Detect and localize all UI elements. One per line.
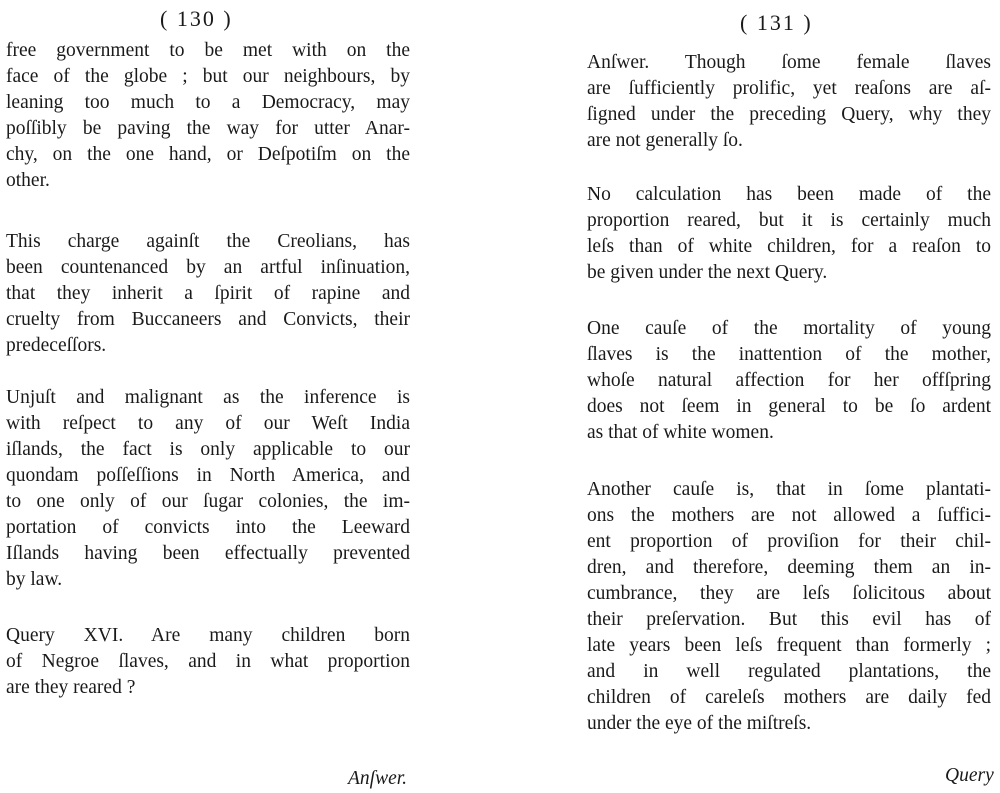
text-line: ent proportion of proviſion for their chil- [587,531,991,552]
text-line: late years been leſs frequent than formerly ; [587,635,991,656]
text-line: their preſervation. But this evil has of [587,609,991,630]
paragraph-1 [6,38,410,194]
catchword: Query [945,765,994,786]
paragraph-4 [6,623,410,701]
text-line: dren, and therefore, deeming them an in- [587,557,991,578]
text-line: does not ſeem in general to be ſo ardent [587,396,991,417]
text-line: iſlands, the fact is only applicable to our [6,439,410,460]
text-line: predeceſſors. [6,335,107,356]
text-line: are not generally ſo. [587,130,743,151]
text-line: Anſwer. Though ſome female ſlaves [587,52,991,73]
text-line: free government to be met with on the [6,40,410,61]
right-page [575,0,1000,793]
text-line: been countenanced by an artful inſinuation, [6,257,410,278]
text-line: poſſibly be paving the way for utter Anar- [6,118,410,139]
paragraph-1 [587,50,991,154]
text-line: Another cauſe is, that in ſome plantati- [587,479,991,500]
text-line: other. [6,170,50,191]
text-line: children of careleſs mothers are daily fed [587,687,991,708]
text-line: cruelty from Buccaneers and Convicts, their [6,309,410,330]
paragraph-2 [6,229,410,359]
text-line: One cauſe of the mortality of young [587,318,991,339]
text-line: Iſlands having been effectually prevented [6,543,410,564]
text-line: leſs than of white children, for a reaſon to [587,236,991,257]
paragraph-2 [587,182,991,286]
text-line: whoſe natural affection for her offſpring [587,370,991,391]
page-number: ( 131 ) [740,10,813,35]
text-line: proportion reared, but it is certainly much [587,210,991,231]
text-line: Query XVI. Are many children born [6,625,410,646]
catchword: Anſwer. [348,768,408,789]
text-line: leaning too much to a Democracy, may [6,92,410,113]
page-number: ( 130 ) [160,6,233,31]
text-line: chy, on the one hand, or Deſpotiſm on the [6,144,410,165]
text-line: This charge againſt the Creolians, has [6,231,410,252]
text-line: by law. [6,569,63,590]
text-line: be given under the next Query. [587,262,828,283]
text-line: ſlaves is the inattention of the mother, [587,344,991,365]
paragraph-4 [587,477,991,737]
left-page [0,0,430,793]
text-line: and in well regulated plantations, the [587,661,991,682]
text-line: with reſpect to any of our Weſt India [6,413,410,434]
text-line: that they inherit a ſpirit of rapine and [6,283,410,304]
paragraph-3 [587,316,991,446]
text-line: cumbrance, they are leſs ſolicitous about [587,583,991,604]
text-line: of Negroe ſlaves, and in what proportion [6,651,410,672]
text-line: as that of white women. [587,422,774,443]
text-line: face of the globe ; but our neighbours, by [6,66,410,87]
text-line: quondam poſſeſſions in North America, and [6,465,410,486]
text-line: ons the mothers are not allowed a ſuffici- [587,505,991,526]
text-line: ſigned under the preceding Query, why they [587,104,991,125]
text-line: to one only of our ſugar colonies, the im- [6,491,410,512]
text-line: portation of convicts into the Leeward [6,517,410,538]
text-line: Unjuſt and malignant as the inference is [6,387,410,408]
text-line: under the eye of the miſtreſs. [587,713,812,734]
text-line: are ſufficiently prolific, yet reaſons are aſ- [587,78,991,99]
text-line: are they reared ? [6,677,136,698]
paragraph-3 [6,385,410,593]
text-line: No calculation has been made of the [587,184,991,205]
